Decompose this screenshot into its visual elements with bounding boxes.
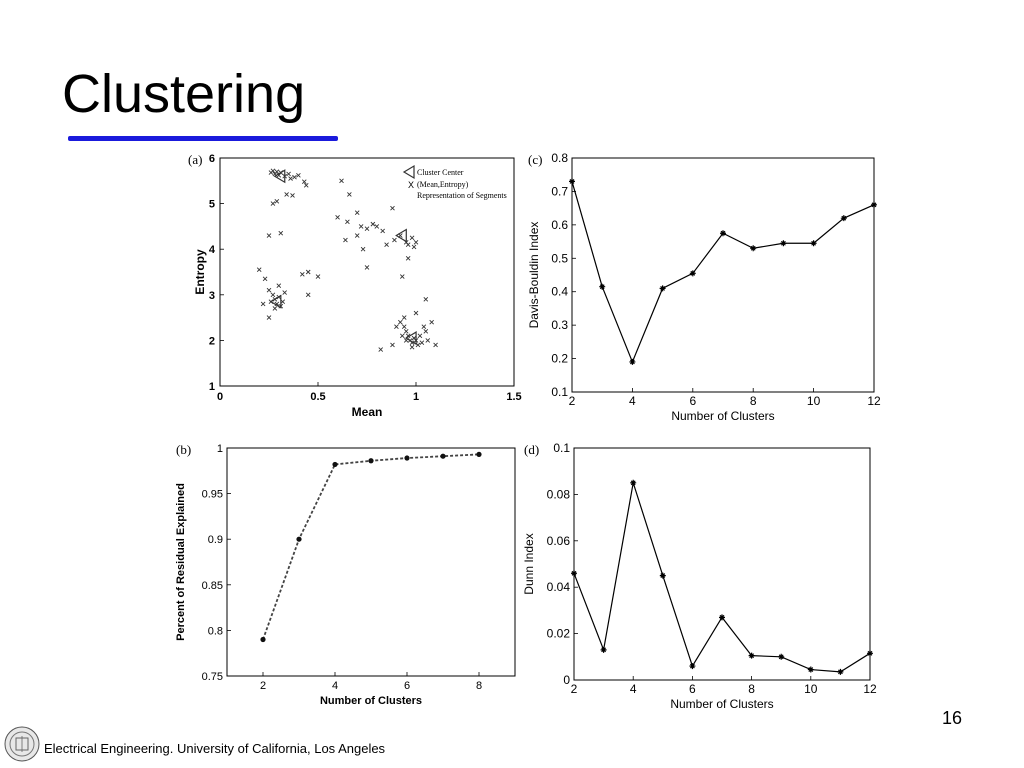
panel-label-d: (d) (524, 442, 540, 457)
plot-frame (572, 158, 874, 392)
y-tick-label: 0.8 (207, 625, 223, 638)
y-tick-label: 0.08 (546, 487, 570, 502)
y-tick-label: 0.1 (553, 441, 570, 455)
y-tick-label: 3 (208, 289, 215, 302)
y-tick-label: 0.5 (551, 251, 568, 266)
x-tick-label: 4 (629, 682, 637, 696)
x-tick-label: 8 (748, 682, 755, 696)
data-point (368, 458, 373, 463)
x-tick-label: 0.5 (310, 391, 326, 403)
x-tick-label: 6 (689, 682, 696, 696)
y-tick-label: 0.04 (546, 580, 570, 595)
x-axis-label: Number of Clusters (671, 409, 775, 423)
plot-frame (227, 448, 515, 676)
chart-panel-d (520, 440, 890, 715)
y-tick-label: 0 (563, 673, 570, 687)
chart-panel-a (180, 150, 525, 425)
x-tick-label: 6 (403, 680, 411, 692)
panel-label-b: (b) (176, 442, 192, 457)
data-point (404, 455, 409, 460)
y-tick-label: 0.4 (551, 284, 568, 299)
y-tick-label: 1 (216, 443, 223, 455)
y-axis-label: Dunn Index (522, 533, 536, 595)
y-tick-label: 0.3 (551, 318, 568, 333)
y-axis-label: Percent of Residual Explained (175, 483, 187, 641)
x-tick-label: 12 (867, 394, 881, 408)
data-point (296, 537, 301, 542)
y-tick-label: 6 (208, 153, 215, 165)
x-tick-label: 8 (475, 680, 483, 692)
y-tick-label: 0.75 (201, 671, 223, 683)
x-tick-label: 4 (629, 394, 636, 408)
panel-label-c: (c) (528, 152, 543, 167)
y-tick-label: 0.06 (546, 533, 570, 548)
x-tick-label: 10 (806, 394, 821, 408)
university-seal-icon (4, 726, 40, 762)
x-tick-label: 10 (804, 682, 818, 696)
y-axis-label: Entropy (193, 249, 207, 295)
legend-label-representation: Representation of Segments (417, 191, 507, 200)
legend-label-mean-entropy: (Mean,Entropy) (417, 180, 469, 189)
slide-title: Clustering (62, 64, 306, 124)
y-tick-label: 0.1 (551, 385, 568, 399)
title-underline (68, 136, 338, 141)
panel-label-a: (a) (188, 152, 203, 167)
x-axis-label: Number of Clusters (319, 695, 423, 707)
x-tick-label: 2 (259, 680, 267, 692)
y-tick-label: 0.9 (207, 534, 223, 547)
line-chart-d (520, 440, 890, 715)
y-axis-label: Davis-Bouldin Index (527, 221, 541, 329)
data-point (440, 454, 445, 459)
y-tick-label: 0.2 (551, 351, 568, 366)
data-point (476, 452, 481, 457)
y-tick-label: 2 (208, 335, 215, 348)
x-tick-label: 1.5 (506, 391, 522, 403)
y-tick-label: 0.6 (551, 217, 568, 232)
y-tick-label: 0.95 (201, 488, 223, 501)
x-tick-label: 0 (216, 391, 224, 403)
y-tick-label: 0.85 (201, 579, 223, 592)
x-tick-label: 2 (568, 394, 576, 408)
line-chart-c (525, 150, 890, 430)
y-tick-label: 0.02 (546, 626, 570, 641)
page-number: 16 (941, 708, 962, 728)
y-tick-label: 4 (208, 244, 215, 257)
data-point (332, 462, 337, 467)
y-tick-label: 5 (208, 198, 215, 211)
x-axis-label: Number of Clusters (670, 697, 774, 711)
x-tick-label: 12 (863, 682, 877, 696)
x-tick-label: 6 (689, 394, 697, 408)
x-tick-label: 8 (749, 394, 757, 408)
y-tick-label: 0.8 (551, 151, 568, 165)
chart-panel-b (170, 440, 525, 715)
y-tick-label: 0.7 (551, 184, 568, 199)
footer-text: Electrical Engineering. University of California, Los Angeles (44, 741, 386, 756)
legend-label-cluster-center: Cluster Center (417, 168, 464, 177)
data-point (260, 637, 265, 642)
line-chart-b (170, 440, 525, 715)
x-tick-label: 2 (570, 682, 578, 696)
x-tick-label: 4 (331, 680, 339, 692)
x-tick-label: 1 (412, 391, 420, 403)
legend-marker-mean-entropy: X (408, 180, 415, 190)
x-axis-label: Mean (351, 405, 383, 419)
y-tick-label: 1 (208, 381, 215, 393)
scatter-chart-a (180, 150, 525, 425)
chart-panel-c (525, 150, 890, 430)
